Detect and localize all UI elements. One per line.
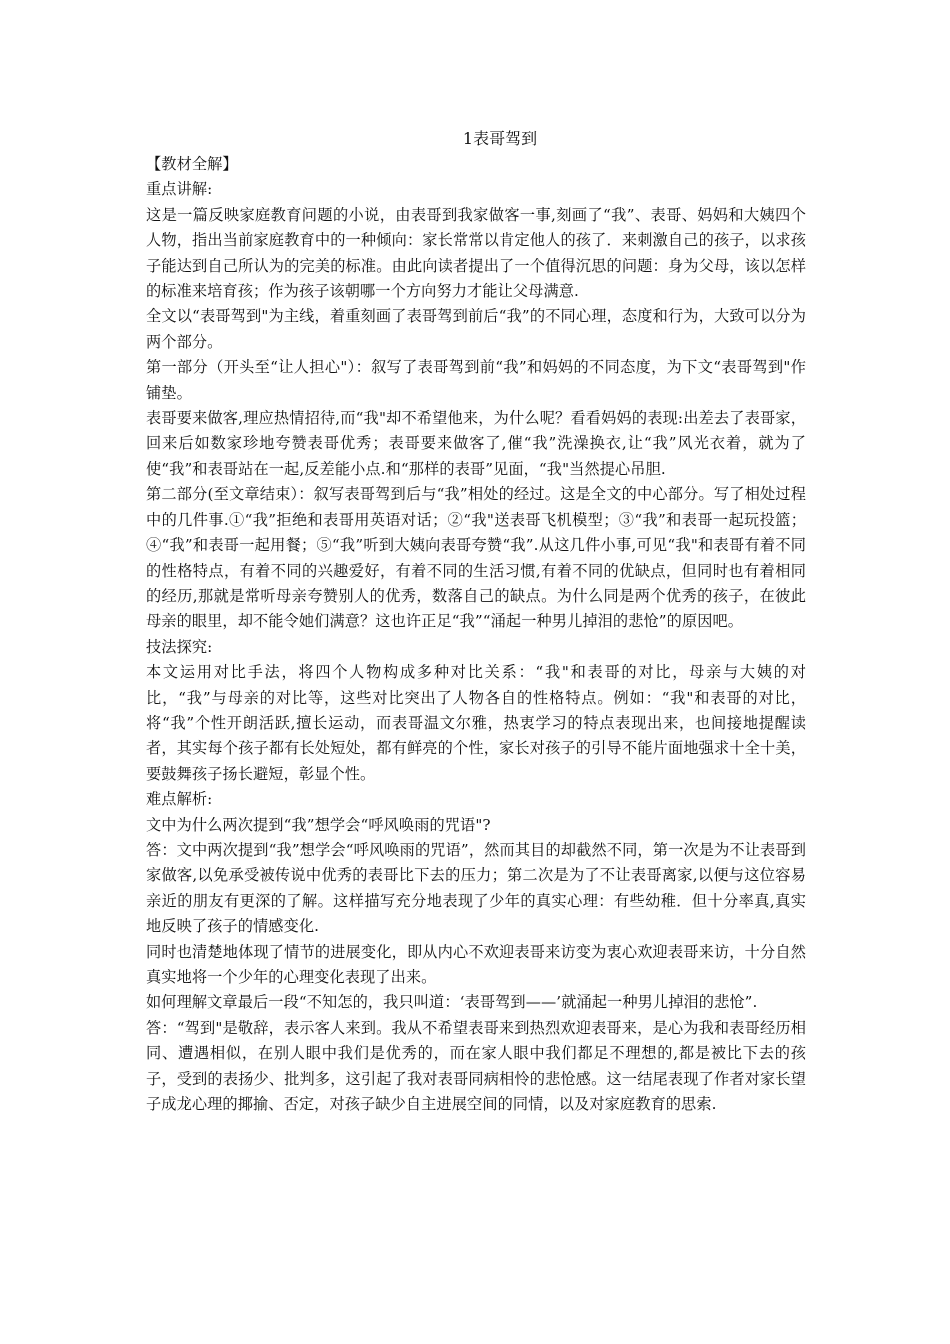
answer: 答：文中两次提到“我”想学会“呼风唤雨的咒语”，然而其目的却截然不同，第一次是为不让表哥到家做客,以免承受被传说中优秀的表哥比下去的压力；第二次是为了不让表哥离家,以便与这位容易亲近的朋友有更深的了解。这样描写充分地表现了少年的真实心理：有些幼稚．但十分率真,真实地反映了孩子的情感变化. [146, 840, 806, 936]
document-body [146, 152, 806, 1117]
subheading-technique: 技法探究: [146, 637, 213, 656]
document-title: 1表哥驾到 [462, 129, 538, 148]
paragraph: 第二部分(至文章结束）：叙写表哥驾到后与“我”相处的经过。这是全文的中心部分。写了相处过程中的几件事.①“我”拒绝和表哥用英语对话；②“我"送表哥飞机模型；③“我”和表哥一起玩投篮；④“我”和表哥一起用餐；⑤“我”听到大姨向表哥夸赞“我”.从这几件小事,可见“我"和表哥有着不同的性格特点，有着不同的兴趣爱好，有着不同的生活习惯,有着不同的优缺点，但同时也有着相同的经历,那就是常听母亲夸赞别人的优秀，数落自己的缺点。为什么同是两个优秀的孩子，在彼此母亲的眼里，却不能令她们满意？这也许正足“我”“涌起一种男儿掉泪的悲怆”的原因吧。 [146, 485, 806, 631]
paragraph: 本文运用对比手法，将四个人物构成多种对比关系：“我"和表哥的对比，母亲与大姨的对比，“我”与母亲的对比等，这些对比突出了人物各自的性格特点。例如：“我"和表哥的对比，将“我”个性开朗活跃,擅长运动，而表哥温文尔雅，热衷学习的特点表现出来，也间接地提醒读者，其实每个孩子都有长处短处，都有鲜亮的个性，家长对孩子的引导不能片面地强求十全十美，要鼓舞孩子扬长避短，彰显个性。 [146, 663, 806, 783]
question: 文中为什么两次提到“我”想学会“呼风唤雨的咒语"? [146, 815, 491, 834]
paragraph: 表哥要来做客,理应热情招待,而“我"却不希望他来，为什么呢？看看妈妈的表现:出差去了表哥家，回来后如数家珍地夸赞表哥优秀；表哥要来做客了,催“我”洗澡换衣,让“我”风光衣着，就为了使“我”和表哥站在一起,反差能小点.和“那样的表哥”见面，“我"当然提心吊胆. [146, 409, 806, 478]
subheading-key-points: 重点讲解: [146, 180, 213, 199]
paragraph: 全文以“表哥驾到"为主线，着重刻画了表哥驾到前后“我”的不同心理，态度和行为，大致可以分为两个部分。 [146, 307, 806, 351]
section-heading: 【教材全解】 [146, 155, 238, 173]
paragraph: 这是一篇反映家庭教育问题的小说，由表哥到我家做客一事,刻画了“我”、表哥、妈妈和大姨四个人物，指出当前家庭教育中的一种倾向：家长常常以肯定他人的孩了．来刺激自己的孩子，以求孩子能达到自己所认为的完美的标准。由此向读者提出了一个值得沉思的问题：身为父母，该以怎样的标准来培育孩；作为孩子该朝哪一个方向努力才能让父母满意. [146, 205, 806, 301]
paragraph: 同时也清楚地体现了情节的进展变化，即从内心不欢迎表哥来访变为衷心欢迎表哥来访，十分自然真实地将一个少年的心理变化表现了出来。 [146, 942, 806, 986]
paragraph: 第一部分（开头至“让人担心"）：叙写了表哥驾到前“我”和妈妈的不同态度，为下文“表哥驾到"作铺垫。 [146, 358, 806, 402]
subheading-difficulty: 难点解析: [146, 790, 213, 809]
question: 如何理解文章最后一段“不知怎的，我只叫道：‘表哥驾到——’就涌起一种男儿掉泪的悲怆”. [146, 993, 758, 1012]
answer: 答：“驾到"是敬辞，表示客人来到。我从不希望表哥来到热烈欢迎表哥来，是心为我和表哥经历相同、遭遇相似，在别人眼中我们是优秀的，而在家人眼中我们都足不理想的,都是被比下去的孩子，受到的表扬少、批判多，这引起了我对表哥同病相怜的悲怆感。这一结尾表现了作者对家长望子成龙心理的揶揄、否定，对孩子缺少自主进展空间的同情，以及对家庭教育的思索. [146, 1018, 806, 1114]
